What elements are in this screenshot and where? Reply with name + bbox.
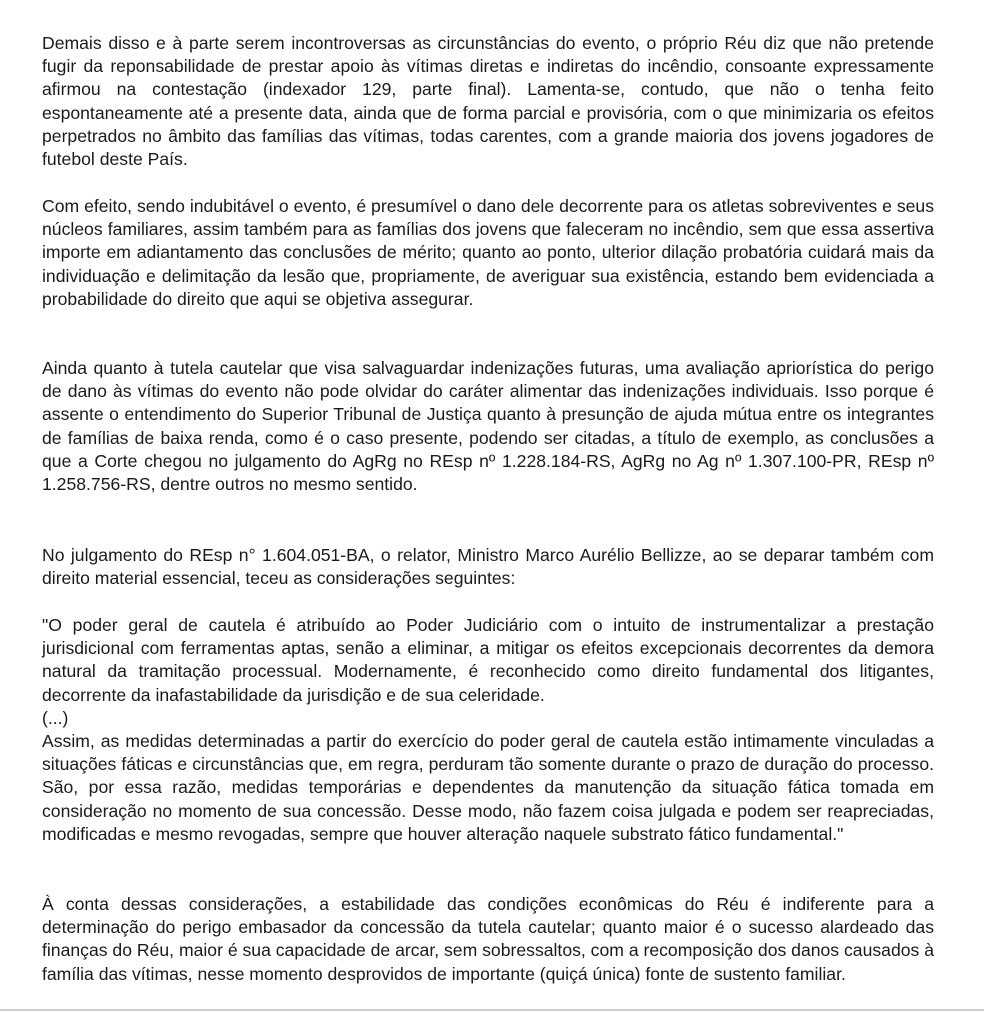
paragraph-presumed-damage: Com efeito, sendo indubitável o evento, é presumível o dano dele decorrente para os atletas sobreviventes e seus núcleos familiares, assim também para as famílias dos jovens que faleceram no incêndio, sem que essa assertiva importe em adiantamento das conclusões de mérito; quanto ao ponto, ulterior dilação probatória cuidará mais da individuação e delimitação da lesão que, propriamente, de averiguar sua existência, estando bem evidenciada a probabilidade do direito que aqui se objetiva assegurar.	[42, 196, 934, 309]
quote-part-1: "O poder geral de cautela é atribuído ao Poder Judiciário com o intuito de instrumentalizar a prestação jurisdicional com ferramentas aptas, senão a eliminar, a mitigar os efeitos excepcionais decorrentes da demora natural da tramitação processual. Modernamente, é reconhecido como direito fundamental dos litigantes, decorrente da inafastabilidade da jurisdição e de sua celeridade.	[42, 615, 934, 705]
block-quote	[42, 614, 934, 846]
paragraph-conclusion: À conta dessas considerações, a estabilidade das condições econômicas do Réu é indiferente para a determinação do perigo embasador da concessão da tutela cautelar; quanto maior é o sucesso alardeado das finanças do Réu, maior é sua capacidade de arcar, sem sobressaltos, com a recomposição dos danos causados à família das vítimas, nesse momento desprovidos de importante (quiçá única) fonte de sustento familiar.	[42, 894, 934, 984]
paragraph-responsibility: Demais disso e à parte serem incontroversas as circunstâncias do evento, o próprio Réu diz que não pretende fugir da reponsabilidade de prestar apoio às vítimas diretas e indiretas do incêndio, consoante expressamente afirmou na contestação (indexador 129, parte final). Lamenta-se, contudo, que não o tenha feito espontaneamente até a presente data, ainda que de forma parcial e provisória, com o que minimizaria os efeitos perpetrados no âmbito das famílias das vítimas, todas carentes, com a grande maioria dos jovens jogadores de futebol deste País.	[42, 33, 934, 170]
paragraph-precautionary-measure: Ainda quanto à tutela cautelar que visa salvaguardar indenizações futuras, uma avaliação apriorística do perigo de dano às vítimas do evento não pode olvidar do caráter alimentar das indenizações individuais. Isso porque é assente o entendimento do Superior Tribunal de Justiça quanto à presunção de ajuda mútua entre os integrantes de famílias de baixa renda, como é o caso presente, podendo ser citadas, a título de exemplo, as conclusões a que a Corte chegou no julgamento do AgRg no REsp nº 1.228.184-RS, AgRg no Ag nº 1.307.100-PR, REsp nº 1.258.756-RS, dentre outros no mesmo sentido.	[42, 358, 934, 495]
quote-part-2: Assim, as medidas determinadas a partir do exercício do poder geral de cautela estão intimamente vinculadas a situações fáticas e circunstâncias que, em regra, perduram tão somente durante o prazo de duração do processo. São, por essa razão, medidas temporárias e dependentes da manutenção da situação fática tomada em consideração no momento de sua concessão. Desse modo, não fazem coisa julgada e podem ser reapreciadas, modificadas e mesmo revogadas, sempre que houver alteração naquele substrato fático fundamental."	[42, 731, 934, 844]
quote-ellipsis: (...)	[42, 707, 69, 728]
page-bottom-divider	[0, 1009, 984, 1011]
paragraph-resp-judgment: No julgamento do REsp n° 1.604.051-BA, o relator, Ministro Marco Aurélio Bellizze, ao se deparar também com direito material essencial, teceu as considerações seguintes:	[42, 545, 934, 589]
